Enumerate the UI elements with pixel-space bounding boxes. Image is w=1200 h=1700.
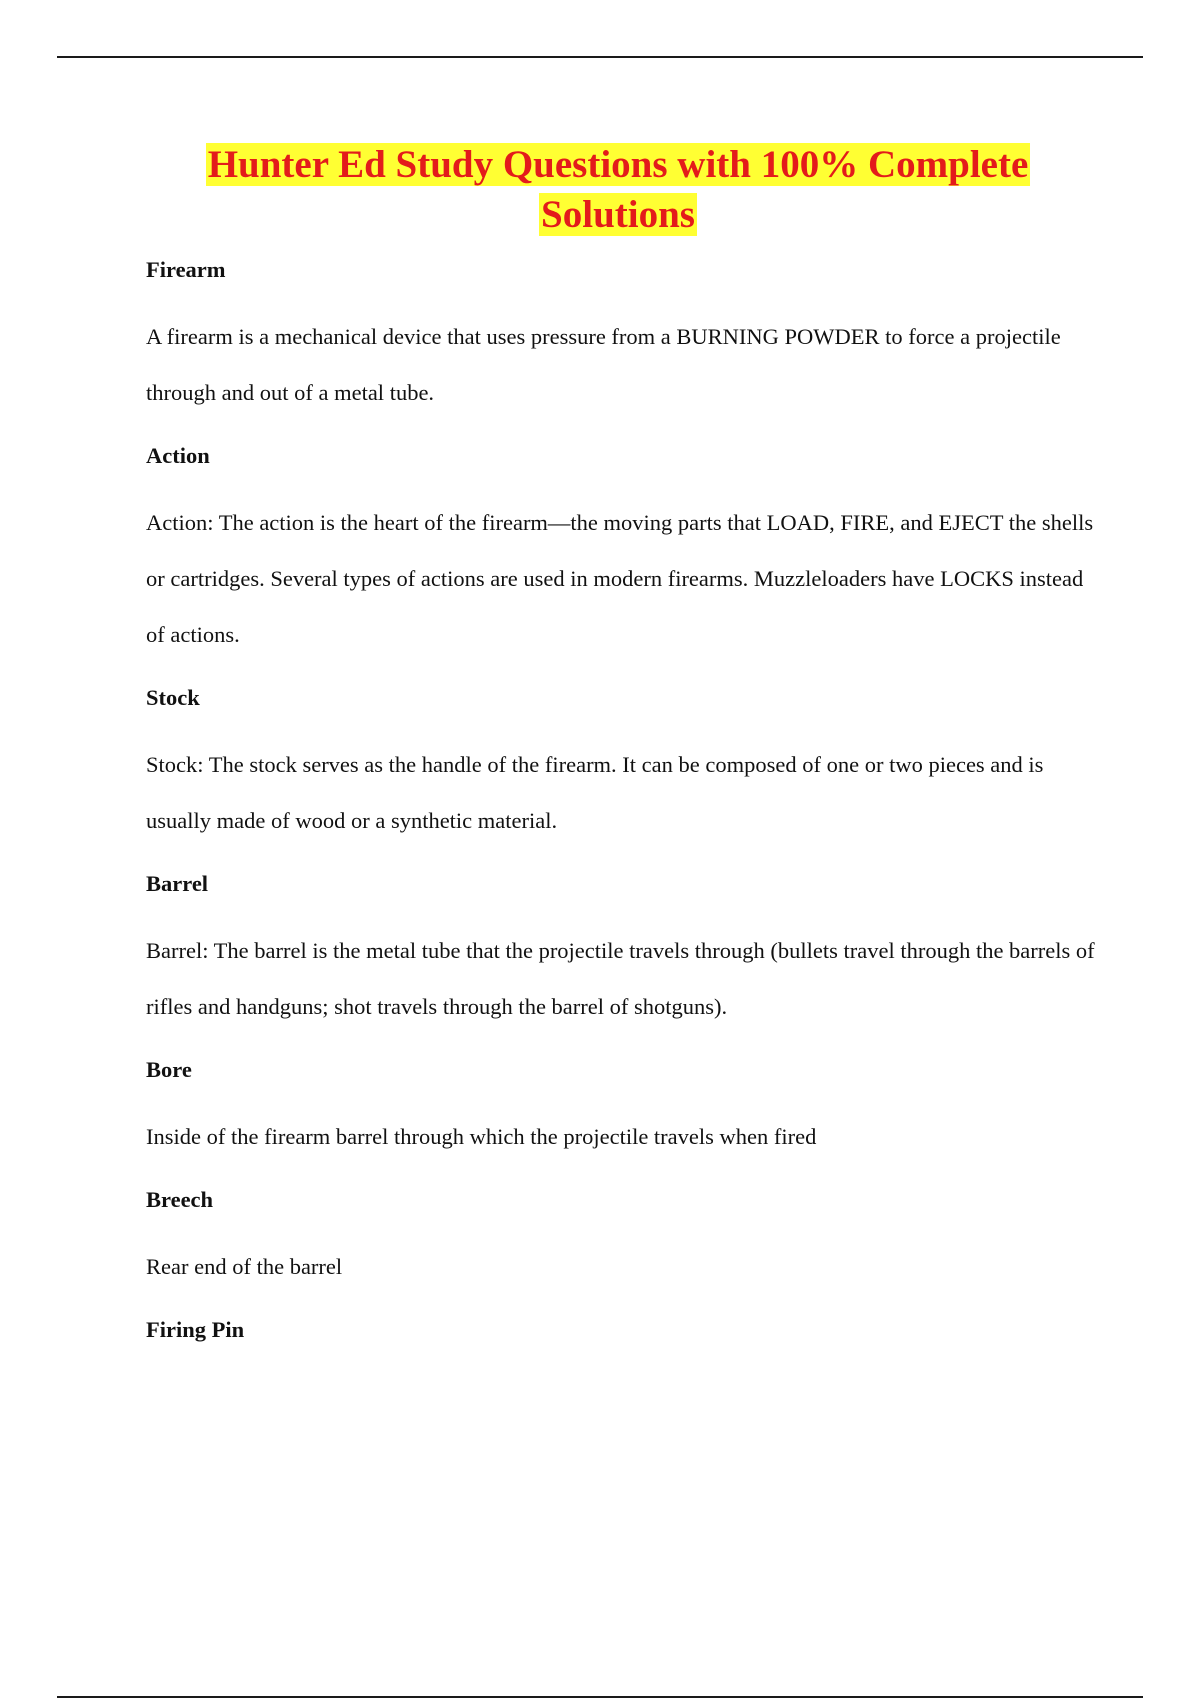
definition-stock: Stock: The stock serves as the handle of the firearm. It can be composed of one or two pieces and is usually made of wood or a synthetic material.	[146, 752, 1044, 833]
term-barrel: Barrel	[146, 871, 209, 896]
document-body	[146, 255, 1106, 1345]
page-title	[0, 140, 1200, 240]
term-stock: Stock	[146, 685, 200, 710]
definition-breech: Rear end of the barrel	[146, 1254, 343, 1279]
definition-bore: Inside of the firearm barrel through which the projectile travels when fired	[146, 1124, 817, 1149]
term-firearm: Firearm	[146, 257, 226, 282]
title-line-2: Solutions	[541, 193, 695, 236]
term-bore: Bore	[146, 1057, 192, 1082]
top-rule	[57, 56, 1143, 58]
bottom-rule	[57, 1696, 1143, 1698]
term-breech: Breech	[146, 1187, 214, 1212]
title-line-1: Hunter Ed Study Questions with 100% Complete	[207, 143, 1029, 186]
term-action: Action	[146, 443, 210, 468]
definition-firearm: A firearm is a mechanical device that uses pressure from a BURNING POWDER to force a projectile through and out of a metal tube.	[146, 324, 1061, 405]
definition-action: Action: The action is the heart of the firearm—the moving parts that LOAD, FIRE, and EJECT the shells or cartridges. Several types of actions are used in modern firearms. Muzzleloaders have LOCKS instead of actions.	[146, 510, 1094, 647]
term-firing-pin: Firing Pin	[146, 1317, 245, 1342]
definition-barrel: Barrel: The barrel is the metal tube that the projectile travels through (bullets travel through the barrels of rifles and handguns; shot travels through the barrel of shotguns).	[146, 938, 1095, 1019]
